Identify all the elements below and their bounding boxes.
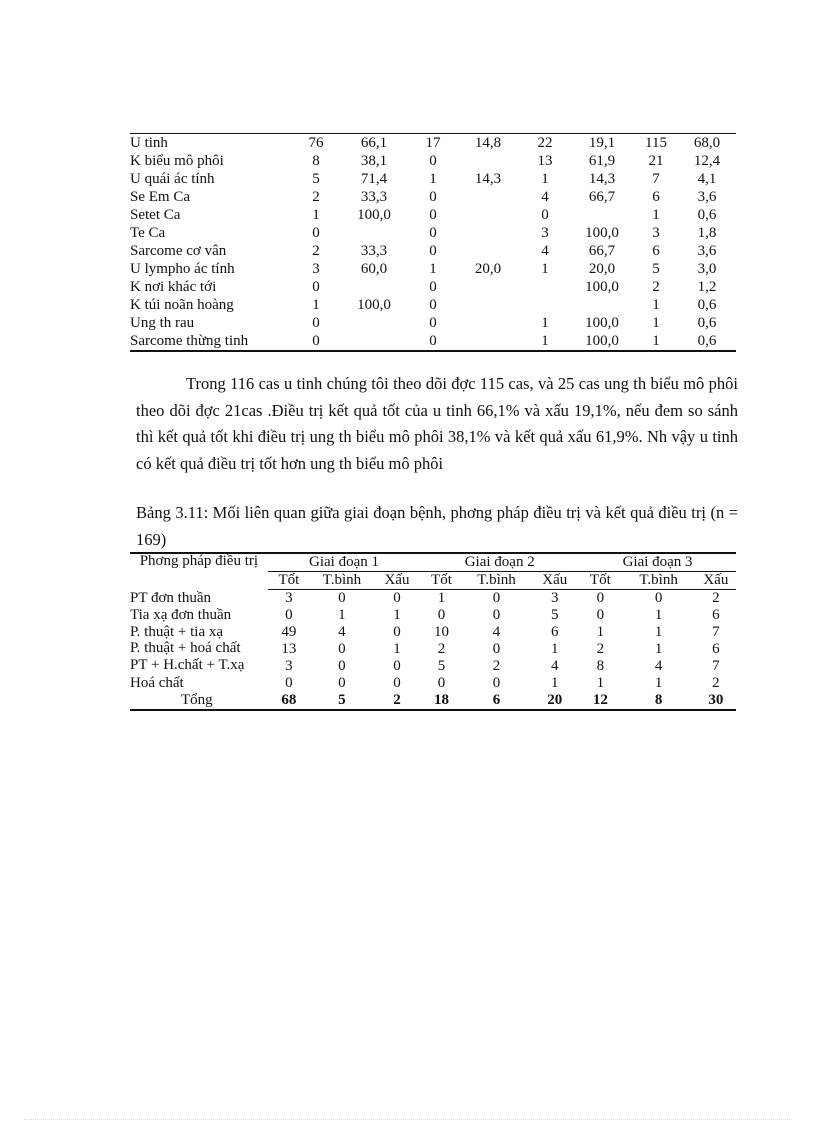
cell-value: 5 (551, 607, 559, 623)
cell-value: 2 (312, 243, 320, 259)
table-row (130, 206, 736, 224)
cell-value: 0 (338, 641, 346, 657)
cell-value: 0 (393, 658, 401, 674)
cell-value: 6 (652, 189, 660, 205)
row-label: U lympho ác tính (130, 261, 235, 277)
cell-value: 0 (338, 658, 346, 674)
table-row (130, 332, 736, 351)
cell-value: 68,0 (693, 135, 721, 151)
cell-value: 0 (492, 590, 501, 606)
cell-value: 0 (429, 189, 437, 205)
method-header: Phơng pháp điều trị (139, 553, 259, 569)
cell-value: 0 (312, 279, 320, 295)
cell-value: 20,0 (588, 261, 616, 277)
cell-value: 0 (393, 624, 401, 640)
cell-value: 60,0 (360, 261, 388, 277)
cell-value: 5 (312, 171, 320, 187)
caption-text: Bảng 3.11: Mối liên quan giữa giai đoạn bệnh, phơng pháp điều trị và kết quả điều trị (n = 169) (136, 503, 738, 549)
cell-value: 0 (596, 590, 605, 606)
col-header: T.bình (463, 572, 531, 590)
cell-value: 0 (393, 590, 401, 606)
cell-value (456, 332, 520, 351)
cell-value: 38,1 (360, 153, 388, 169)
cell-value: 0,6 (697, 333, 717, 349)
cell-value: 5 (338, 692, 346, 708)
cell-value: 12,4 (693, 153, 721, 169)
cell-value: 0 (429, 207, 437, 223)
row-label: K túi noãn hoàng (130, 297, 234, 313)
row-label: Ung th rau (130, 315, 195, 331)
row-label: P. thuật + tia xạ (130, 624, 224, 640)
table-row (130, 607, 736, 624)
cell-value: 4 (551, 658, 559, 674)
row-label: Hoá chất (130, 675, 184, 691)
cell-value (338, 314, 410, 332)
cell-value: 4,1 (697, 171, 717, 187)
cell-value: 3 (652, 225, 660, 241)
cell-value: 0,6 (697, 315, 717, 331)
table-row (130, 641, 736, 658)
cell-value: 3,0 (697, 261, 717, 277)
cell-value: 0 (541, 207, 549, 223)
cell-value: 0,6 (697, 207, 717, 223)
cell-value: 8 (596, 658, 605, 674)
cell-value: 7 (712, 658, 720, 674)
cell-value: 1 (652, 207, 660, 223)
cell-value: 1 (393, 641, 401, 657)
cell-value: 1 (551, 675, 559, 691)
table-row (130, 590, 736, 608)
table-row (130, 134, 736, 153)
cell-value: 76 (308, 135, 324, 151)
cell-value: 1 (541, 261, 549, 277)
stage-method-outcome-table (130, 552, 736, 711)
table-row (130, 675, 736, 692)
cell-value: 3 (541, 225, 549, 241)
cell-value: 14,3 (588, 171, 616, 187)
col-header: Tốt (579, 572, 621, 590)
cell-value (338, 332, 410, 351)
cell-value: 1,8 (697, 225, 717, 241)
stage-header-row (130, 553, 736, 572)
cell-value: 5 (437, 658, 446, 674)
row-label: K biểu mô phôi (130, 153, 224, 169)
stage-1-header: Giai đoạn 1 (268, 553, 421, 572)
cell-value: 6 (652, 243, 660, 259)
cell-value: 30 (708, 692, 724, 708)
cell-value: 100,0 (585, 315, 619, 331)
cell-value: 3,6 (697, 189, 717, 205)
cell-value: 13 (281, 641, 297, 657)
cell-value: 100,0 (585, 225, 619, 241)
table-row (130, 296, 736, 314)
cell-value: 8 (654, 692, 663, 708)
cell-value: 1 (338, 607, 346, 623)
row-label: PT + H.chất + T.xạ (130, 657, 245, 673)
cell-value: 68 (281, 692, 297, 708)
cell-value: 66,1 (360, 135, 388, 151)
row-label: Tổng (181, 692, 213, 708)
cell-value: 0 (492, 641, 501, 657)
cell-value: 33,3 (360, 189, 388, 205)
cell-value: 1 (312, 297, 320, 313)
cell-value: 13 (537, 153, 553, 169)
cell-value (456, 188, 520, 206)
cell-value: 0 (285, 675, 293, 691)
cell-value: 100,0 (357, 207, 391, 223)
cell-value: 0 (429, 333, 437, 349)
cell-value: 10 (433, 624, 449, 640)
cell-value: 20 (547, 692, 563, 708)
table-row (130, 170, 736, 188)
cell-value: 66,7 (588, 189, 616, 205)
cell-value: 2 (652, 279, 660, 295)
cell-value: 0 (437, 607, 446, 623)
cell-value: 2 (492, 658, 501, 674)
cell-value: 49 (281, 624, 297, 640)
cell-value: 4 (492, 624, 501, 640)
col-header: Xấu (530, 572, 579, 590)
cell-value: 1 (541, 315, 549, 331)
cell-value: 1 (652, 333, 660, 349)
cell-value: 1,2 (697, 279, 717, 295)
cell-value: 1 (393, 607, 401, 623)
cell-value (520, 278, 570, 296)
cell-value: 4 (338, 624, 346, 640)
table-row (130, 624, 736, 641)
cell-value (456, 314, 520, 332)
cell-value: 6 (551, 624, 559, 640)
cell-value: 1 (654, 624, 663, 640)
cell-value (456, 152, 520, 170)
table-row (130, 314, 736, 332)
paragraph-text: Trong 116 cas u tinh chúng tôi theo dõi đợc 115 cas, và 25 cas ung th biểu mô phôi theo dõi đợc 21cas .Điều trị kết quả tốt của u tinh 66,1% và xấu 19,1%, nếu đem so sánh thì kết quả tốt khi điều trị ung th biểu mô phôi 38,1% và kết quả xấu 61,9%. Nh vậy u tinh có kết quả điều trị tốt hơn ung th biểu mô phôi (136, 374, 738, 473)
cell-value: 21 (648, 153, 664, 169)
cell-value: 0 (393, 675, 401, 691)
cell-value: 33,3 (360, 243, 388, 259)
cell-value: 1 (429, 261, 437, 277)
cell-value: 6 (712, 641, 720, 657)
stage-2-header: Giai đoạn 2 (420, 553, 579, 572)
table-row (130, 278, 736, 296)
row-label: Tia xạ đơn thuần (130, 607, 232, 623)
cell-value: 1 (437, 590, 446, 606)
cell-value: 7 (652, 171, 660, 187)
page-bottom-rule (24, 1119, 792, 1120)
cell-value: 0 (492, 675, 501, 691)
cell-value: 2 (393, 692, 401, 708)
cell-value (570, 206, 634, 224)
outcome-by-tumor-table (130, 133, 736, 352)
cell-value: 3 (551, 590, 559, 606)
cell-value: 19,1 (588, 135, 616, 151)
cell-value (456, 224, 520, 242)
cell-value: 2 (437, 641, 446, 657)
cell-value: 0,6 (697, 297, 717, 313)
cell-value (520, 296, 570, 314)
cell-value: 0 (312, 315, 320, 331)
cell-value: 2 (596, 641, 605, 657)
cell-value: 0 (429, 153, 437, 169)
cell-value: 3 (312, 261, 320, 277)
cell-value: 1 (429, 171, 437, 187)
cell-value: 17 (425, 135, 441, 151)
cell-value: 3 (285, 658, 293, 674)
cell-value: 0 (492, 607, 501, 623)
cell-value: 0 (312, 333, 320, 349)
cell-value: 3,6 (697, 243, 717, 259)
cell-value: 0 (429, 279, 437, 295)
total-row (130, 692, 736, 710)
cell-value: 0 (285, 607, 293, 623)
cell-value: 100,0 (585, 279, 619, 295)
cell-value: 0 (338, 675, 346, 691)
table-row (130, 152, 736, 170)
cell-value: 7 (712, 624, 720, 640)
cell-value: 2 (712, 675, 720, 691)
cell-value: 6 (492, 692, 501, 708)
cell-value: 61,9 (588, 153, 616, 169)
cell-value: 4 (654, 658, 663, 674)
cell-value: 0 (429, 243, 437, 259)
col-header: Xấu (374, 572, 421, 590)
cell-value: 3 (285, 590, 293, 606)
cell-value: 100,0 (585, 333, 619, 349)
cell-value (456, 278, 520, 296)
cell-value: 5 (652, 261, 660, 277)
cell-value: 0 (596, 607, 605, 623)
cell-value (456, 242, 520, 260)
cell-value: 66,7 (588, 243, 616, 259)
cell-value: 1 (654, 675, 663, 691)
cell-value (456, 206, 520, 224)
cell-value: 14,8 (474, 135, 502, 151)
cell-value (456, 296, 520, 314)
table-row (130, 260, 736, 278)
cell-value: 1 (551, 641, 559, 657)
table-row (130, 224, 736, 242)
cell-value: 0 (429, 315, 437, 331)
cell-value: 22 (537, 135, 553, 151)
col-header: T.bình (622, 572, 696, 590)
table-row (130, 658, 736, 675)
cell-value: 1 (541, 171, 549, 187)
cell-value: 1 (652, 315, 660, 331)
col-header: Tốt (268, 572, 310, 590)
row-label: U tinh (130, 135, 168, 151)
col-header: Tốt (420, 572, 462, 590)
cell-value: 6 (712, 607, 720, 623)
cell-value: 1 (312, 207, 320, 223)
cell-value: 71,4 (360, 171, 388, 187)
col-header: Xấu (696, 572, 736, 590)
cell-value: 1 (654, 641, 663, 657)
cell-value: 1 (654, 607, 663, 623)
cell-value: 1 (596, 675, 605, 691)
cell-value: 8 (312, 153, 320, 169)
row-label: Te Ca (130, 225, 166, 241)
cell-value: 115 (645, 135, 667, 151)
row-label: P. thuật + hoá chất (130, 640, 241, 656)
row-label: Setet Ca (130, 207, 181, 223)
cell-value: 100,0 (357, 297, 391, 313)
cell-value: 1 (652, 297, 660, 313)
cell-value: 1 (541, 333, 549, 349)
cell-value: 0 (654, 590, 663, 606)
row-label: U quái ác tính (130, 171, 215, 187)
table-row (130, 242, 736, 260)
cell-value: 0 (429, 297, 437, 313)
cell-value (338, 224, 410, 242)
table-row (130, 188, 736, 206)
row-label: PT đơn thuần (130, 589, 211, 606)
body-paragraph (136, 371, 738, 477)
cell-value: 4 (541, 189, 549, 205)
cell-value (570, 296, 634, 314)
cell-value: 0 (338, 590, 346, 606)
cell-value: 0 (429, 225, 437, 241)
cell-value: 2 (712, 590, 720, 606)
cell-value: 0 (312, 225, 320, 241)
cell-value: 18 (433, 692, 449, 708)
cell-value: 14,3 (474, 171, 502, 187)
row-label: Sarcome thừng tinh (130, 333, 249, 349)
table-caption (136, 500, 738, 553)
cell-value (338, 278, 410, 296)
row-label: Sarcome cơ vân (130, 243, 227, 259)
cell-value: 2 (312, 189, 320, 205)
row-label: K nơi khác tới (130, 279, 217, 295)
stage-3-header: Giai đoạn 3 (579, 553, 736, 572)
row-label: Se Em Ca (130, 189, 190, 205)
cell-value: 12 (592, 692, 608, 708)
cell-value: 4 (541, 243, 549, 259)
cell-value: 20,0 (474, 261, 502, 277)
col-header: T.bình (310, 572, 374, 590)
cell-value: 0 (437, 675, 446, 691)
cell-value: 1 (596, 624, 605, 640)
